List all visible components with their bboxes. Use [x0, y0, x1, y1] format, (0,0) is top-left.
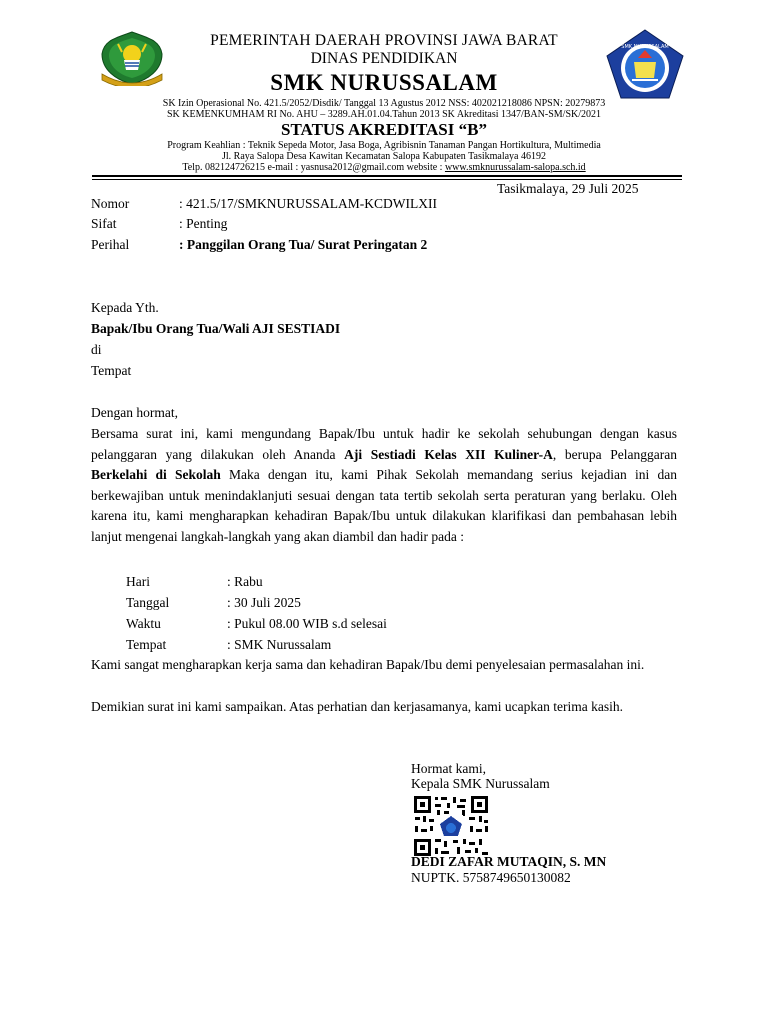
schedule-value-tanggal: : 30 Juli 2025 [227, 595, 301, 610]
letter-date: Tasikmalaya, 29 Juli 2025 [497, 181, 639, 196]
salutation: Dengan hormat, [91, 405, 178, 420]
accreditation-status: STATUS AKREDITASI “B” [281, 120, 487, 139]
meta-value-sifat: : Penting [179, 216, 228, 231]
letterhead-line-department: DINAS PENDIDIKAN [310, 50, 458, 67]
meta-label-sifat: Sifat [91, 216, 117, 231]
letterhead-legal-info: SK KEMENKUMHAM RI No. AHU – 3289.AH.01.04.Tahun 2013 SK Akreditasi 1347/BAN-SM/SK/2021 [166, 109, 602, 120]
closing-paragraph-2: Demikian surat ini kami sampaikan. Atas perhatian dan kerjasamanya, kami ucapkan terima kasih. [91, 699, 623, 714]
letterhead-divider-thick [92, 175, 682, 177]
schedule-value-hari: : Rabu [227, 574, 263, 589]
svg-text:SMK NURUSSALAM: SMK NURUSSALAM [621, 44, 669, 50]
signer-nuptk: NUPTK. 5758749650130082 [411, 870, 571, 885]
letterhead-license-info: SK Izin Operasional No. 421.5/2052/Disdik/ Tanggal 13 Agustus 2012 NSS: 402021218086 NPSN: 20279873 [162, 98, 606, 109]
schedule-label-tanggal: Tanggal [126, 595, 170, 610]
schedule-value-waktu: : Pukul 08.00 WIB s.d selesai [227, 616, 387, 631]
letterhead-line-government: PEMERINTAH DAERAH PROVINSI JAWA BARAT [210, 32, 558, 49]
meta-label-perihal: Perihal [91, 237, 130, 252]
sign-greeting: Hormat kami, [411, 761, 486, 776]
contact-text: Telp. 082124726215 e-mail : yasnusa2012@gmail.com website : [182, 162, 445, 173]
body-text-2: , berupa Pelanggaran [552, 446, 677, 462]
body-paragraph [91, 424, 677, 548]
meta-value-perihal: : Panggilan Orang Tua/ Surat Peringatan 2 [179, 237, 428, 252]
schedule-label-waktu: Waktu [126, 616, 161, 631]
recipient-di: di [91, 342, 102, 357]
letterhead-contact [100, 162, 668, 173]
body-text-1: Bersama surat ini, kami mengundang Bapak/Ibu untuk hadir ke sekolah sehubungan dengan kasus pelanggaran yang dilakukan oleh Ananda [91, 426, 677, 462]
signer-name: DEDI ZAFAR MUTAQIN, S. MN [411, 854, 607, 869]
letterhead-address: Jl. Raya Salopa Desa Kawitan Kecamatan Salopa Kabupaten Tasikmalaya 46192 [221, 151, 546, 162]
to-greeting: Kepada Yth. [91, 300, 159, 315]
closing-paragraph-1: Kami sangat mengharapkan kerja sama dan kehadiran Bapak/Ibu demi penyelesaian permasalahan ini. [91, 657, 645, 672]
meta-label-nomor: Nomor [91, 196, 130, 211]
letterhead-programs: Program Keahlian : Teknik Sepeda Motor, Jasa Boga, Agribisnin Tanaman Pangan Hortikultura, Multimedia [167, 140, 601, 151]
violation-type: Berkelahi di Sekolah [91, 467, 221, 483]
school-name: SMK NURUSSALAM [270, 70, 498, 95]
body-text-3: Maka dengan itu, kami Pihak Sekolah memandang serius kejadian ini dan berkewajiban untuk menindaklanjuti sesuai dengan tata tertib sekolah serta peraturan yang berlaku. Oleh karena itu, kami mengharapkan kehadiran Bapak/Ibu untuk dilakukan klarifikasi dan pembahasan lebih lanjut mengenai langkah-langkah yang akan diambil dan hadir pada : [91, 467, 677, 544]
recipient-place: Tempat [91, 363, 132, 378]
sign-title: Kepala SMK Nurussalam [411, 776, 550, 791]
student-name: Aji Sestiadi Kelas XII Kuliner-A [344, 446, 553, 462]
schedule-label-tempat: Tempat [126, 637, 167, 652]
schedule-value-tempat: : SMK Nurussalam [227, 637, 332, 652]
recipient-name: Bapak/Ibu Orang Tua/Wali AJI SESTIADI [91, 321, 341, 336]
schedule-label-hari: Hari [126, 574, 150, 589]
website-link[interactable]: www.smknurussalam-salopa.sch.id [444, 162, 586, 173]
meta-value-nomor: : 421.5/17/SMKNURUSSALAM-KCDWILXII [179, 196, 438, 211]
qr-code-signature-image [413, 795, 489, 857]
